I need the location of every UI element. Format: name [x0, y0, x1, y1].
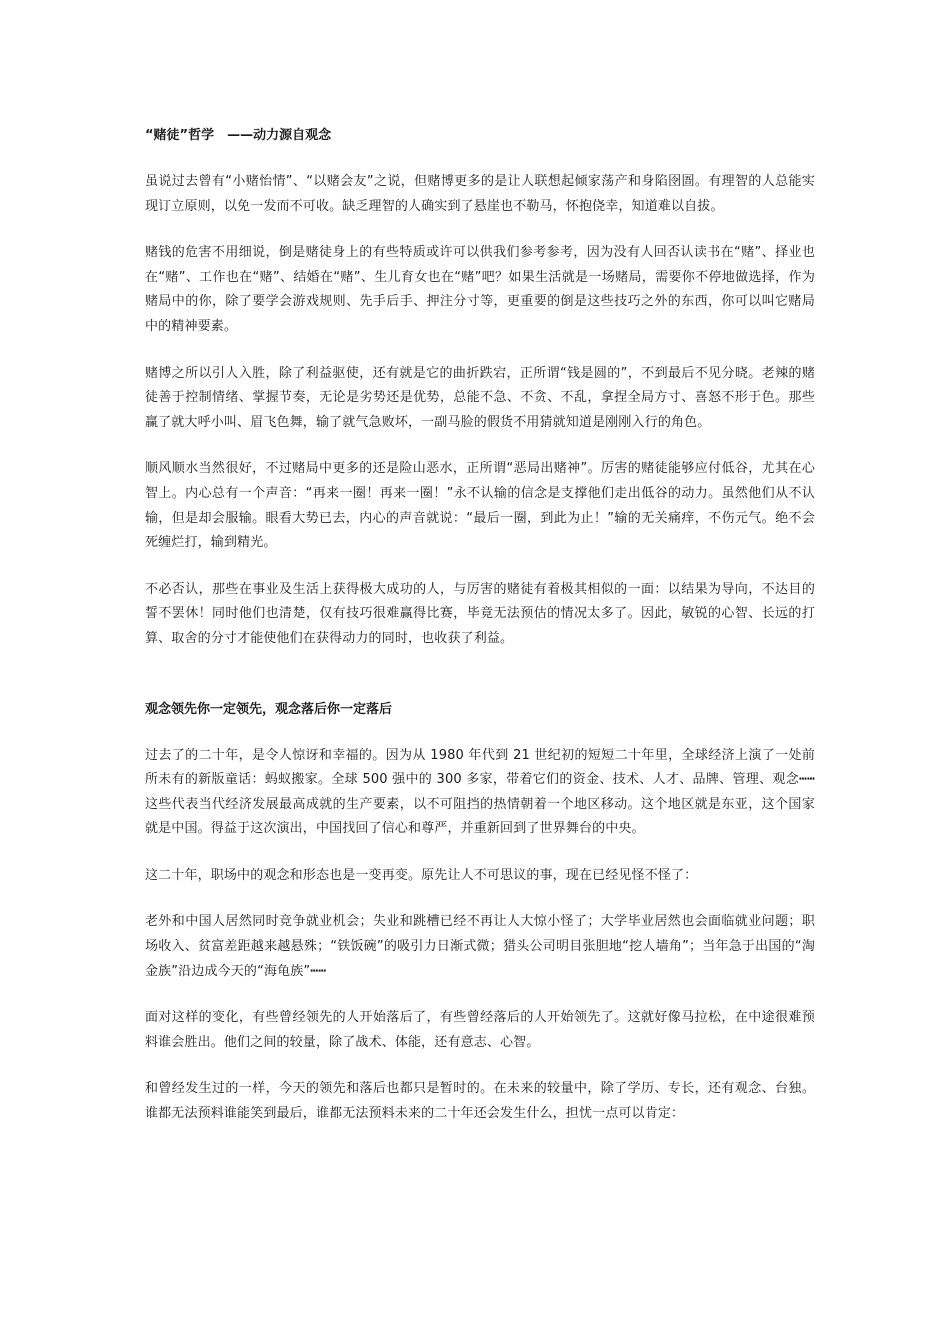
- section-2-paragraph-1: 过去了的二十年，是令人惊讶和幸福的。因为从 1980 年代到 21 世纪初的短短二十年里，全球经济上演了一处前所未有的新版童话：蚂蚁搬家。全球 500 强中的 300 多家，带着它们的资金、技术、人才、品牌、管理、观念┅┅这些代表当代经济发展最高成就的生产要素，以不可阻挡的热情朝着一个地区移动。这个地区就是东亚，这个国家就是中国。得益于这次演出，中国找回了信心和尊严，并重新回到了世界舞台的中央。: [145, 747, 815, 837]
- section-1-paragraph-1: 虽说过去曾有“小赌怡情”、“以赌会友”之说，但赌博更多的是让人联想起倾家荡产和身陷囹圄。有理智的人总能实现订立原则，以免一发而不可收。缺乏理智的人确实到了悬崖也不勒马，怀抱侥幸，知道难以自拔。: [145, 174, 815, 214]
- section-1-title: “赌徒”哲学 ——动力源自观念: [145, 128, 332, 143]
- section-1-paragraph-4: 顺风顺水当然很好，不过赌局中更多的还是险山恶水，正所谓“恶局出赌神”。厉害的赌徒能够应付低谷，尤其在心智上。内心总有一个声音：“再来一圈！再来一圈！”永不认输的信念是支撑他们走出低谷的动力。虽然他们从不认输，但是却会服输。眼看大势已去，内心的声音就说：“最后一圈，到此为止！”输的无关痛痒，不伤元气。绝不会死缠烂打，输到精光。: [145, 461, 815, 551]
- section-1-paragraph-2: 赌钱的危害不用细说，倒是赌徒身上的有些特质或许可以供我们参考参考，因为没有人回否认读书在“赌”、择业也在“赌”、工作也在“赌”、结婚在“赌”、生儿育女也在“赌”吧？如果生活就是一场赌局，需要你不停地做选择，作为赌局中的你，除了要学会游戏规则、先手后手、押注分寸等，更重要的倒是这些技巧之外的东西，你可以叫它赌局中的精神要素。: [145, 245, 815, 334]
- section-2-paragraph-3: 老外和中国人居然同时竞争就业机会；失业和跳槽已经不再让人大惊小怪了；大学毕业居然也会面临就业问题；职场收入、贫富差距越来越悬殊；“铁饭碗”的吸引力日渐式微；猎头公司明目张胆地“挖人墙角”；当年急于出国的“淘金族”沿边成今天的“海龟族”┅┅: [145, 914, 815, 979]
- section-2-paragraph-5: 和曾经发生过的一样，今天的领先和落后也都只是暂时的。在未来的较量中，除了学历、专长，还有观念、台独。谁都无法预料谁能笑到最后，谁都无法预料未来的二十年还会发生什么，担忧一点可以肯定：: [145, 1081, 815, 1122]
- section-1-paragraph-5: 不必否认，那些在事业及生活上获得极大成功的人，与厉害的赌徒有着极其相似的一面：以结果为导向，不达目的誓不罢休！同时他们也清楚，仅有技巧很难赢得比赛，毕竟无法预估的情况太多了。因此，敏锐的心智、长远的打算、取舍的分寸才能使他们在获得动力的同时，也收获了利益。: [145, 581, 815, 646]
- document-page: [145, 124, 815, 1127]
- section-2-paragraph-2: 这二十年，职场中的观念和形态也是一变再变。原先让人不可思议的事，现在已经见怪不怪了：: [145, 867, 698, 883]
- section-2-paragraph-4: 面对这样的变化，有些曾经领先的人开始落后了，有些曾经落后的人开始领先了。这就好像马拉松，在中途很难预料谁会胜出。他们之间的较量，除了战术、体能，还有意志、心智。: [145, 1010, 815, 1050]
- section-1-paragraph-3: 赌博之所以引人入胜，除了利益驱使，还有就是它的曲折跌宕，正所谓“钱是圆的”，不到最后不见分晓。老辣的赌徒善于控制情绪、掌握节奏，无论是劣势还是优势，总能不急、不贪、不乱，拿捏全局方寸、喜怒不形于色。那些赢了就大呼小叫、眉飞色舞，输了就气急败坏，一副马脸的假货不用猜就知道是刚刚入行的角色。: [145, 365, 815, 430]
- section-2-title: 观念领先你一定领先，观念落后你一定落后: [145, 701, 393, 717]
